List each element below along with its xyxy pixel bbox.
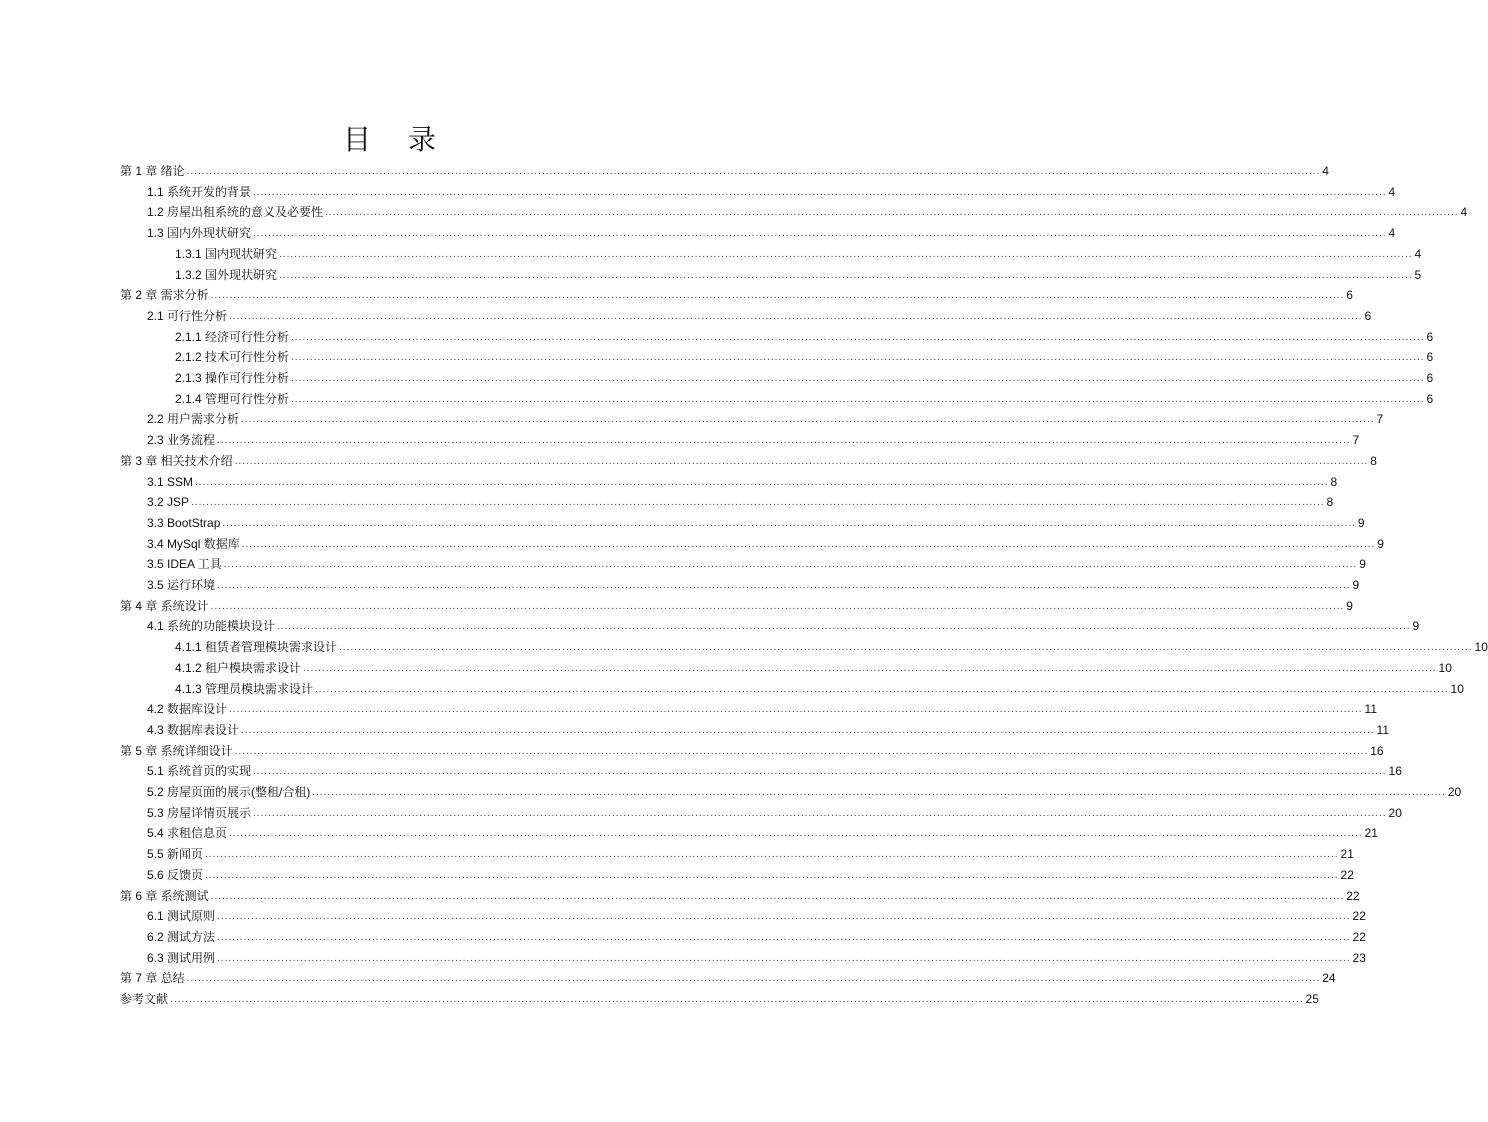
toc-page-number: 4 xyxy=(1388,226,1396,241)
toc-dot-leader: ............................................................................................................................................................................................................................................................................................................ xyxy=(205,869,1339,881)
toc-dot-leader: ............................................................................................................................................................................................................................................................................................................ xyxy=(205,849,1339,861)
toc-dot-leader: ............................................................................................................................................................................................................................................................................................................ xyxy=(217,435,1351,447)
toc-entry-title: 5.5 新闻页 xyxy=(147,847,204,862)
toc-page-number: 6 xyxy=(1426,350,1434,365)
toc-section-entry[interactable] xyxy=(147,304,1372,324)
toc-dot-leader: ............................................................................................................................................................................................................................................................................................................ xyxy=(315,683,1449,695)
toc-entry-title: 4.1.3 管理员模块需求设计 xyxy=(175,681,314,696)
toc-entry-title: 2.1.4 管理可行性分析 xyxy=(175,391,290,406)
toc-entry-title: 6.2 测试方法 xyxy=(147,929,216,944)
toc-page-number: 6 xyxy=(1346,288,1353,303)
toc-dot-leader: ............................................................................................................................................................................................................................................................................................................ xyxy=(291,393,1425,405)
toc-dot-leader: ............................................................................................................................................................................................................................................................................................................ xyxy=(241,724,1375,736)
toc-dot-leader: ............................................................................................................................................................................................................................................................................................................ xyxy=(234,745,1369,757)
toc-title: 目 录 xyxy=(343,123,450,156)
toc-page-number: 24 xyxy=(1322,971,1336,986)
toc-dot-leader: ............................................................................................................................................................................................................................................................................................................ xyxy=(241,538,1376,550)
toc-page-number: 22 xyxy=(1340,867,1354,882)
toc-entry-title: 1.3.1 国内现状研究 xyxy=(175,246,278,261)
toc-entry-title: 4.1.1 租赁者管理模块需求设计 xyxy=(175,640,338,655)
toc-chapter-entry[interactable] xyxy=(120,884,1360,904)
toc-entry-title: 4.1.2 租户模块需求设计 xyxy=(175,660,302,675)
toc-dot-leader: ............................................................................................................................................................................................................................................................................................................ xyxy=(217,580,1351,591)
toc-section-entry[interactable] xyxy=(147,759,1402,779)
toc-chapter-entry[interactable] xyxy=(120,159,1329,179)
toc-section-entry[interactable] xyxy=(147,821,1378,841)
toc-section-entry[interactable] xyxy=(147,801,1402,821)
toc-page-number: 6 xyxy=(1426,391,1434,406)
toc-page-number: 9 xyxy=(1346,598,1353,613)
toc-entry-title: 4.2 数据库设计 xyxy=(147,702,228,717)
toc-chapter-entry[interactable] xyxy=(120,594,1353,614)
toc-chapter-entry[interactable] xyxy=(120,966,1336,986)
toc-dot-leader: ............................................................................................................................................................................................................................................................................................................ xyxy=(253,228,1387,240)
toc-entry-title: 3.5 运行环境 xyxy=(147,578,216,592)
toc-section-entry[interactable] xyxy=(147,532,1384,552)
toc-page-number: 10 xyxy=(1450,681,1464,696)
toc-dot-leader: ............................................................................................................................................................................................................................................................................................................ xyxy=(195,476,1329,488)
toc-entry-title: 5.1 系统首页的实现 xyxy=(147,764,252,779)
toc-section-entry[interactable] xyxy=(147,573,1360,593)
toc-page-number: 9 xyxy=(1352,578,1360,592)
toc-dot-leader: ............................................................................................................................................................................................................................................................................................................ xyxy=(191,497,1325,509)
toc-dot-leader: ............................................................................................................................................................................................................................................................................................................ xyxy=(253,807,1387,819)
toc-entry-title: 5.3 房屋详情页展示 xyxy=(147,805,252,820)
toc-section-entry[interactable] xyxy=(147,697,1377,717)
toc-page-number: 25 xyxy=(1305,992,1319,1006)
toc-subsection-entry[interactable] xyxy=(175,635,1488,655)
toc-page-number: 7 xyxy=(1376,412,1384,427)
toc-section-entry[interactable] xyxy=(147,511,1365,531)
toc-page-number: 21 xyxy=(1364,826,1378,841)
toc-entry-title: 2.1.3 操作可行性分析 xyxy=(175,371,290,385)
toc-page-number: 4 xyxy=(1322,164,1329,178)
toc-chapter-entry[interactable] xyxy=(120,449,1377,469)
toc-section-entry[interactable] xyxy=(147,946,1366,966)
toc-page-number: 9 xyxy=(1377,536,1384,551)
toc-page-number: 6 xyxy=(1426,371,1434,385)
toc-entry-title: 6.1 测试原则 xyxy=(147,909,216,924)
toc-subsection-entry[interactable] xyxy=(175,677,1464,697)
toc-dot-leader: ............................................................................................................................................................................................................................................................................................................ xyxy=(325,207,1459,219)
toc-dot-leader: ............................................................................................................................................................................................................................................................................................................ xyxy=(186,166,1321,177)
toc-dot-leader: ............................................................................................................................................................................................................................................................................................................ xyxy=(277,621,1411,633)
toc-entry-title: 第 5 章 系统详细设计 xyxy=(120,743,233,758)
toc-entry-title: 1.1 系统开发的背景 xyxy=(147,184,252,199)
toc-page-number: 9 xyxy=(1412,619,1420,634)
toc-page-number: 11 xyxy=(1376,722,1389,737)
toc-page-number: 7 xyxy=(1352,433,1360,448)
toc-entry-title: 第 7 章 总结 xyxy=(120,971,185,986)
toc-section-entry[interactable] xyxy=(147,407,1384,427)
toc-dot-leader: ............................................................................................................................................................................................................................................................................................................ xyxy=(253,766,1387,778)
toc-section-entry[interactable] xyxy=(147,490,1334,510)
toc-section-entry[interactable] xyxy=(147,904,1366,924)
toc-dot-leader: ............................................................................................................................................................................................................................................................................................................ xyxy=(234,455,1369,467)
toc-section-entry[interactable] xyxy=(147,925,1366,945)
toc-dot-leader: ............................................................................................................................................................................................................................................................................................................ xyxy=(210,290,1345,302)
toc-entry-title: 第 2 章 需求分析 xyxy=(120,288,209,303)
toc-entry-title: 参考文献 xyxy=(120,992,169,1006)
toc-page-number: 9 xyxy=(1359,557,1366,572)
toc-entry-title: 6.3 测试用例 xyxy=(147,950,216,965)
toc-entry-title: 3.3 BootStrap xyxy=(147,515,221,530)
toc-dot-leader: ............................................................................................................................................................................................................................................................................................................ xyxy=(217,931,1351,943)
toc-page-number: 22 xyxy=(1346,888,1360,903)
toc-dot-leader: ............................................................................................................................................................................................................................................................................................................ xyxy=(291,373,1425,384)
toc-section-entry[interactable] xyxy=(147,428,1360,448)
toc-dot-leader: ............................................................................................................................................................................................................................................................................................................ xyxy=(339,642,1473,654)
toc-dot-leader: ............................................................................................................................................................................................................................................................................................................ xyxy=(217,952,1351,964)
toc-dot-leader: ............................................................................................................................................................................................................................................................................................................ xyxy=(241,414,1375,426)
toc-page-number: 6 xyxy=(1364,308,1372,323)
toc-entry-title: 第 4 章 系统设计 xyxy=(120,598,209,613)
toc-page-number: 23 xyxy=(1352,950,1366,965)
toc-subsection-entry[interactable] xyxy=(175,242,1422,262)
toc-section-entry[interactable] xyxy=(147,614,1420,634)
toc-subsection-entry[interactable] xyxy=(175,263,1422,283)
toc-entry-title: 2.1 可行性分析 xyxy=(147,308,228,323)
toc-chapter-entry[interactable] xyxy=(120,739,1384,759)
toc-dot-leader: ............................................................................................................................................................................................................................................................................................................ xyxy=(229,310,1363,322)
toc-section-entry[interactable] xyxy=(147,718,1389,738)
toc-page-number: 21 xyxy=(1340,847,1354,862)
toc-chapter-entry[interactable] xyxy=(120,987,1319,1007)
toc-entry-title: 2.1.1 经济可行性分析 xyxy=(175,329,290,344)
toc-dot-leader: ............................................................................................................................................................................................................................................................................................................ xyxy=(186,973,1321,985)
toc-entry-title: 2.2 用户需求分析 xyxy=(147,412,240,427)
toc-dot-leader: ............................................................................................................................................................................................................................................................................................................ xyxy=(312,787,1446,798)
toc-entry-title: 第 6 章 系统测试 xyxy=(120,888,209,903)
toc-dot-leader: ............................................................................................................................................................................................................................................................................................................ xyxy=(279,248,1413,260)
toc-page-number: 10 xyxy=(1474,640,1488,655)
toc-page-number: 22 xyxy=(1352,909,1366,924)
toc-page-number: 8 xyxy=(1370,453,1377,468)
toc-dot-leader: ............................................................................................................................................................................................................................................................................................................ xyxy=(210,890,1345,902)
toc-dot-leader: ............................................................................................................................................................................................................................................................................................................ xyxy=(253,186,1387,198)
toc-dot-leader: ............................................................................................................................................................................................................................................................................................................ xyxy=(291,331,1425,343)
toc-entry-title: 2.1.2 技术可行性分析 xyxy=(175,350,290,365)
toc-page-number: 4 xyxy=(1460,205,1468,220)
toc-dot-leader: ............................................................................................................................................................................................................................................................................................................ xyxy=(170,994,1304,1005)
toc-dot-leader: ............................................................................................................................................................................................................................................................................................................ xyxy=(222,517,1356,529)
toc-entry-title: 5.2 房屋页面的展示(整租/合租) xyxy=(147,785,311,799)
toc-dot-leader: ............................................................................................................................................................................................................................................................................................................ xyxy=(229,828,1363,840)
toc-page-number: 16 xyxy=(1370,743,1384,758)
toc-chapter-entry[interactable] xyxy=(120,283,1353,303)
toc-entry-title: 2.3 业务流程 xyxy=(147,433,216,448)
toc-subsection-entry[interactable] xyxy=(175,387,1434,407)
toc-page-number: 8 xyxy=(1326,495,1334,510)
toc-dot-leader: ............................................................................................................................................................................................................................................................................................................ xyxy=(303,662,1437,674)
toc-entry-title: 1.3.2 国外现状研究 xyxy=(175,267,278,282)
toc-entry-title: 第 1 章 绪论 xyxy=(120,164,185,178)
toc-page-number: 22 xyxy=(1352,929,1366,944)
toc-entry-title: 5.4 求租信息页 xyxy=(147,826,228,841)
toc-subsection-entry[interactable] xyxy=(175,656,1452,676)
toc-page-number: 16 xyxy=(1388,764,1402,779)
toc-entry-title: 3.1 SSM xyxy=(147,474,194,489)
toc-entry-title: 第 3 章 相关技术介绍 xyxy=(120,453,233,468)
toc-section-entry[interactable] xyxy=(147,200,1468,220)
toc-page-number: 11 xyxy=(1364,702,1377,717)
toc-entry-title: 4.3 数据库表设计 xyxy=(147,722,240,737)
toc-page-number: 4 xyxy=(1388,184,1396,199)
toc-page-number: 20 xyxy=(1447,785,1462,799)
toc-dot-leader: ............................................................................................................................................................................................................................................................................................................ xyxy=(210,600,1345,612)
toc-entry-title: 1.2 房屋出租系统的意义及必要性 xyxy=(147,205,324,220)
toc-page-number: 4 xyxy=(1414,246,1422,261)
toc-page-number: 5 xyxy=(1414,267,1422,282)
toc-subsection-entry[interactable] xyxy=(175,325,1434,345)
toc-dot-leader: ............................................................................................................................................................................................................................................................................................................ xyxy=(217,911,1351,923)
toc-dot-leader: ............................................................................................................................................................................................................................................................................................................ xyxy=(291,352,1425,364)
toc-section-entry[interactable] xyxy=(147,180,1396,200)
toc-page-number: 20 xyxy=(1388,805,1402,820)
toc-page-number: 9 xyxy=(1357,515,1365,530)
toc-section-entry[interactable] xyxy=(147,470,1338,490)
toc-page-number: 8 xyxy=(1330,474,1338,489)
toc-subsection-entry[interactable] xyxy=(175,345,1434,365)
toc-entry-title: 1.3 国内外现状研究 xyxy=(147,226,252,241)
toc-dot-leader: ............................................................................................................................................................................................................................................................................................................ xyxy=(229,704,1363,716)
toc-dot-leader: ............................................................................................................................................................................................................................................................................................................ xyxy=(223,559,1358,571)
toc-entry-title: 3.2 JSP xyxy=(147,495,190,510)
toc-entry-title: 5.6 反馈页 xyxy=(147,867,204,882)
toc-page-number: 6 xyxy=(1426,329,1434,344)
toc-page-number: 10 xyxy=(1438,660,1452,675)
toc-entry-title: 3.4 MySql 数据库 xyxy=(147,536,240,551)
toc-section-entry[interactable] xyxy=(147,552,1366,572)
toc-section-entry[interactable] xyxy=(147,842,1354,862)
toc-entry-title: 3.5 IDEA 工具 xyxy=(147,557,222,572)
toc-section-entry[interactable] xyxy=(147,863,1354,883)
toc-section-entry[interactable] xyxy=(147,780,1462,800)
toc-entry-title: 4.1 系统的功能模块设计 xyxy=(147,619,276,634)
toc-section-entry[interactable] xyxy=(147,221,1396,241)
toc-dot-leader: ............................................................................................................................................................................................................................................................................................................ xyxy=(279,269,1413,281)
toc-subsection-entry[interactable] xyxy=(175,366,1434,386)
